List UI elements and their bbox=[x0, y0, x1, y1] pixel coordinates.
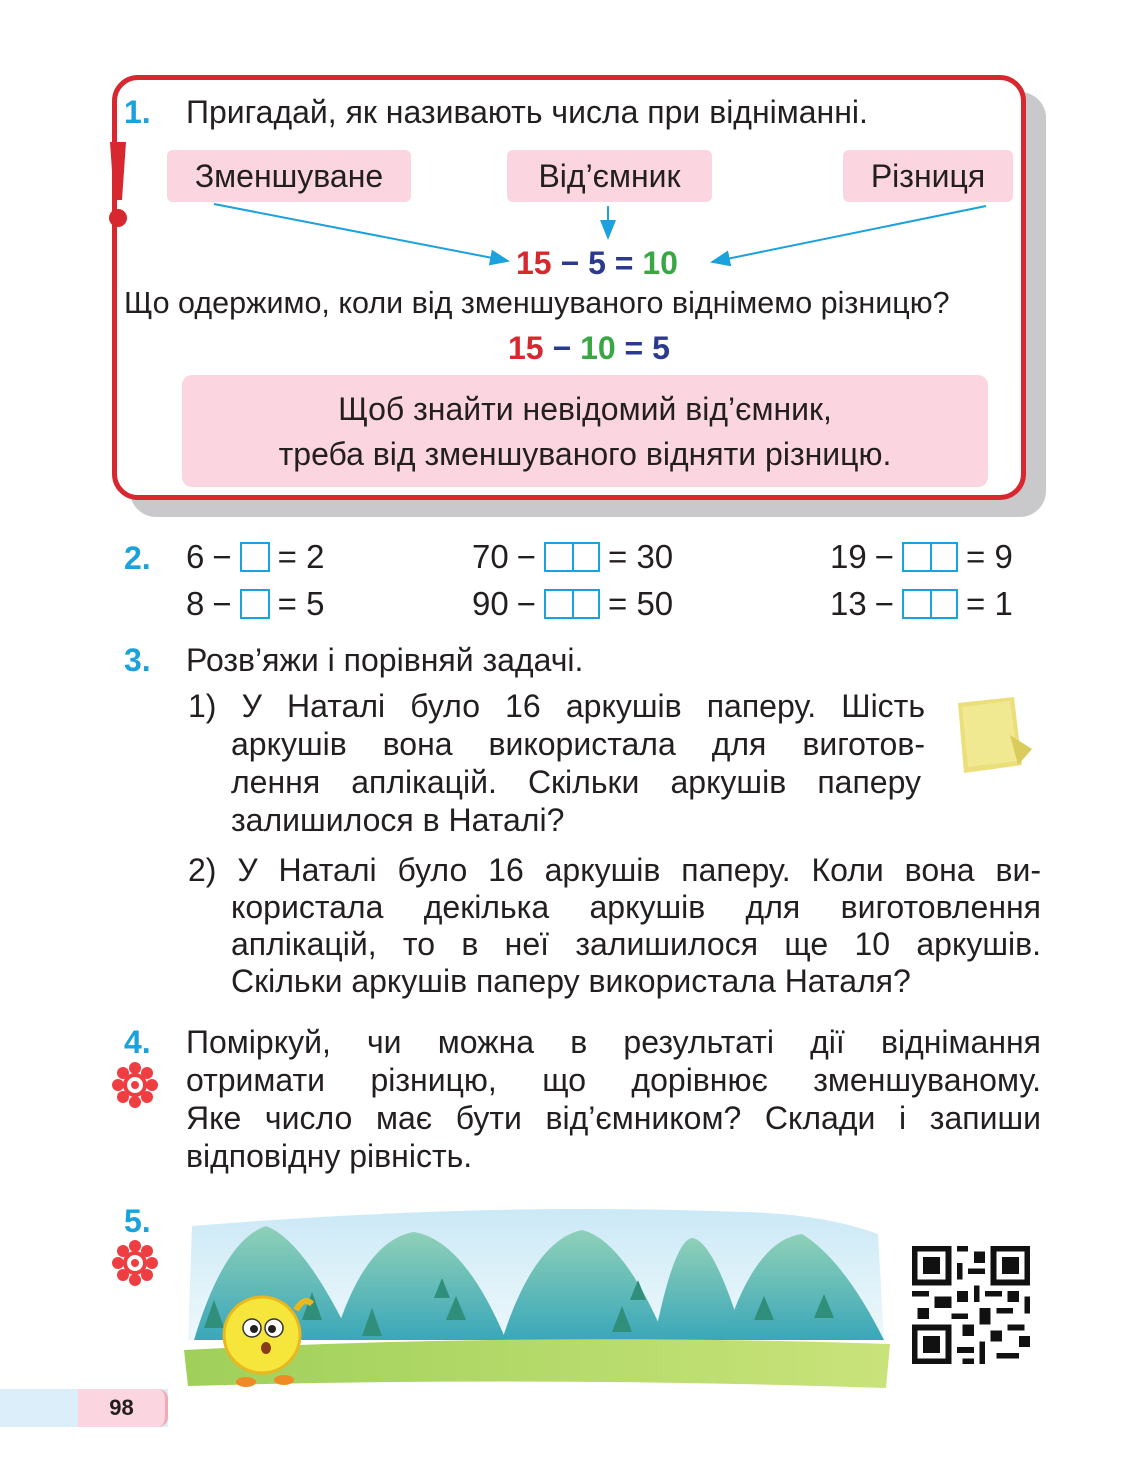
rule-statement bbox=[182, 375, 988, 487]
task-4-line: Яке число має бути від’ємником? Склади і запиши bbox=[186, 1100, 1041, 1136]
problem-1-line: залишилося в Наталі? bbox=[231, 802, 565, 838]
task-4-line: отримати різницю, що дорівнює зменшуваному. bbox=[186, 1062, 1041, 1098]
eq2-minus: − bbox=[552, 330, 572, 366]
answer-box[interactable] bbox=[240, 542, 270, 572]
equation-2 bbox=[508, 330, 670, 367]
problem-1-line: 1) У Наталі було 16 аркушів паперу. Шість bbox=[188, 688, 925, 724]
ex-operand: 19 bbox=[830, 538, 867, 575]
ex-operand: 13 bbox=[830, 585, 867, 622]
ex-result: = 30 bbox=[608, 538, 674, 575]
ex-result: = 9 bbox=[966, 538, 1013, 575]
task-4-number: 4. bbox=[124, 1024, 151, 1060]
answer-box[interactable] bbox=[544, 589, 600, 619]
ex-result: = 1 bbox=[966, 585, 1013, 622]
difficulty-flower-icon bbox=[112, 1062, 158, 1108]
eq1-subtrahend: 5 bbox=[588, 245, 606, 281]
ex-result: = 2 bbox=[277, 538, 325, 575]
exercise-2-4 bbox=[186, 585, 324, 623]
exercise-2-5 bbox=[472, 585, 673, 623]
task-1-number: 1. bbox=[124, 94, 151, 130]
eq2-difference: 10 bbox=[580, 330, 616, 366]
ex-op: − bbox=[212, 538, 232, 575]
task-4-line: Поміркуй, чи можна в результаті дії віднімання bbox=[186, 1024, 1041, 1060]
task-2-number: 2. bbox=[124, 540, 151, 576]
eq1-equals: = bbox=[614, 245, 634, 281]
answer-box[interactable] bbox=[902, 589, 958, 619]
exercise-2-6 bbox=[830, 585, 1013, 623]
eq1-minuend: 15 bbox=[516, 245, 552, 281]
paper-sheets-image bbox=[952, 695, 1036, 777]
rule-line-1: Щоб знайти невідомий від’ємник, bbox=[338, 391, 832, 427]
eq2-equals: = bbox=[624, 330, 644, 366]
task-4-line: відповідну рівність. bbox=[186, 1138, 473, 1174]
exercise-2-1 bbox=[186, 538, 324, 576]
ex-operand: 6 bbox=[186, 538, 205, 575]
answer-box[interactable] bbox=[544, 542, 600, 572]
term-minuend: Зменшуване bbox=[167, 150, 411, 202]
task-1-title: Пригадай, як називають числа при відніманні. bbox=[186, 94, 868, 130]
task-3-title: Розв’яжи і порівняй задачі. bbox=[186, 642, 584, 678]
answer-box[interactable] bbox=[240, 589, 270, 619]
eq1-difference: 10 bbox=[642, 245, 678, 281]
answer-box[interactable] bbox=[902, 542, 958, 572]
exercise-2-2 bbox=[472, 538, 673, 576]
ex-op: − bbox=[516, 538, 536, 575]
exercise-2-3 bbox=[830, 538, 1013, 576]
task-3-number: 3. bbox=[124, 642, 151, 678]
task-5-number: 5. bbox=[124, 1203, 151, 1239]
difficulty-flower-icon bbox=[112, 1240, 158, 1286]
problem-2-line: аплікацій, то в неї залишилося ще 10 аркушів. bbox=[231, 926, 1041, 962]
eq1-minus: − bbox=[560, 245, 580, 281]
rule-line-2: треба від зменшуваного відняти різницю. bbox=[278, 436, 892, 472]
problem-1-line: лення аплікацій. Скільки аркушів паперу bbox=[231, 764, 921, 800]
ex-op: − bbox=[516, 585, 536, 622]
mountains-illustration bbox=[184, 1200, 890, 1392]
problem-2-line: користала декілька аркушів для виготовлення bbox=[231, 889, 1041, 925]
problem-1-line: аркушів вона використала для виготов- bbox=[231, 726, 925, 762]
equation-1 bbox=[516, 245, 678, 282]
term-subtrahend: Від’ємник bbox=[507, 150, 712, 202]
ex-op: − bbox=[212, 585, 232, 622]
problem-2-line: 2) У Наталі було 16 аркушів паперу. Коли вона ви- bbox=[188, 852, 1041, 888]
qr-code-image[interactable] bbox=[912, 1246, 1030, 1364]
ex-operand: 70 bbox=[472, 538, 509, 575]
page-number: 98 bbox=[78, 1389, 168, 1427]
problem-2-line: Скільки аркушів паперу використала Наталя? bbox=[231, 963, 911, 999]
ex-op: − bbox=[874, 538, 894, 575]
task-1-question: Що одержимо, коли від зменшуваного віднімемо різницю? bbox=[124, 286, 950, 320]
ex-operand: 90 bbox=[472, 585, 509, 622]
eq2-minuend: 15 bbox=[508, 330, 544, 366]
ex-operand: 8 bbox=[186, 585, 205, 622]
ex-result: = 5 bbox=[277, 585, 325, 622]
eq2-subtrahend: 5 bbox=[652, 330, 670, 366]
ex-op: − bbox=[874, 585, 894, 622]
ex-result: = 50 bbox=[608, 585, 674, 622]
term-difference: Різниця bbox=[843, 150, 1013, 202]
